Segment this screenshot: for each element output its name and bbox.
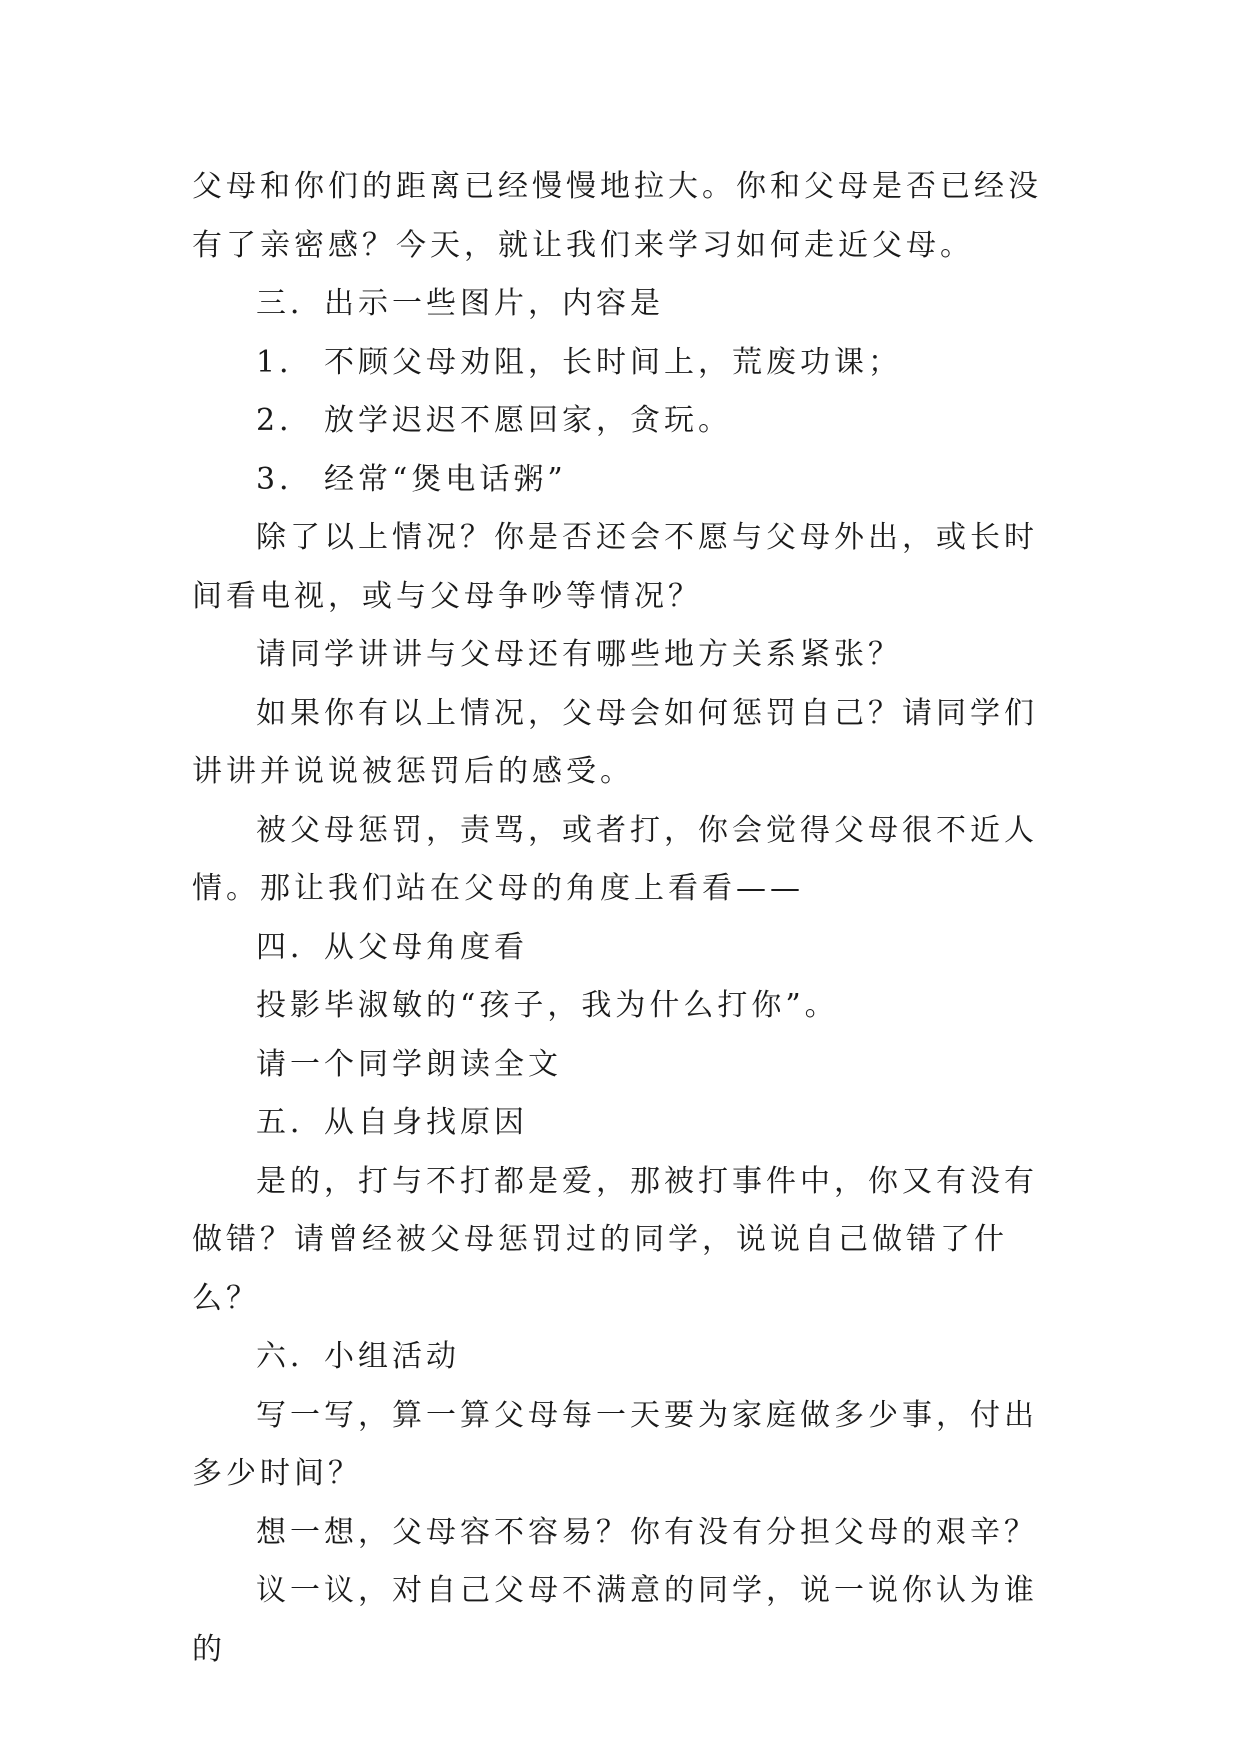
list-item-1 — [192, 334, 1052, 393]
paragraph-tension: 请同学讲讲与父母还有哪些地方关系紧张？ — [256, 637, 902, 672]
list-number: 2． — [256, 403, 314, 438]
paragraph-perspective: 被父母惩罚，责骂，或者打，你会觉得父母很不近人情。那让我们站在父母的角度上看看—— — [192, 812, 1038, 906]
paragraph-punishment: 如果你有以上情况，父母会如何惩罚自己？请同学们讲讲并说说被惩罚后的感受。 — [192, 695, 1038, 789]
list-item-2 — [192, 392, 1052, 451]
paragraph-think: 想一想，父母容不容易？你有没有分担父母的艰辛？ — [256, 1514, 1038, 1550]
paragraph-situations: 除了以上情况？你是否还会不愿与父母外出，或长时间看电视，或与父母争吵等情况？ — [192, 520, 1038, 614]
list-item-3 — [192, 451, 1052, 510]
section-heading-six: 六．小组活动 — [256, 1339, 460, 1374]
section-heading-four: 四．从父母角度看 — [256, 929, 528, 965]
paragraph-projection: 投影毕淑敏的“孩子，我为什么打你”。 — [256, 988, 839, 1023]
paragraph-write: 写一写，算一算父母每一天要为家庭做多少事，付出多少时间？ — [192, 1397, 1038, 1491]
section-heading-five: 五．从自身找原因 — [256, 1105, 528, 1140]
paragraph-self-reflection: 是的，打与不打都是爱，那被打事件中，你又有没有做错？请曾经被父母惩罚过的同学，说说自己做错了什么？ — [192, 1163, 1038, 1316]
document-body — [192, 158, 1052, 1679]
paragraph-reading: 请一个同学朗读全文 — [256, 1046, 562, 1082]
list-number: 3． — [256, 461, 314, 497]
paragraph-intro: 父母和你们的距离已经慢慢地拉大。你和父母是否已经没有了亲密感？今天，就让我们来学习如何走近父母。 — [192, 169, 1042, 263]
section-heading-three: 三．出示一些图片，内容是 — [256, 286, 664, 321]
list-text: 经常“煲电话粥” — [324, 461, 567, 497]
paragraph-discuss: 议一议，对自己父母不满意的同学，说一说你认为谁的 — [192, 1573, 1038, 1667]
list-text: 不顾父母劝阻，长时间上，荒废功课； — [324, 344, 902, 380]
list-number: 1． — [256, 344, 314, 380]
list-text: 放学迟迟不愿回家，贪玩。 — [324, 403, 732, 438]
